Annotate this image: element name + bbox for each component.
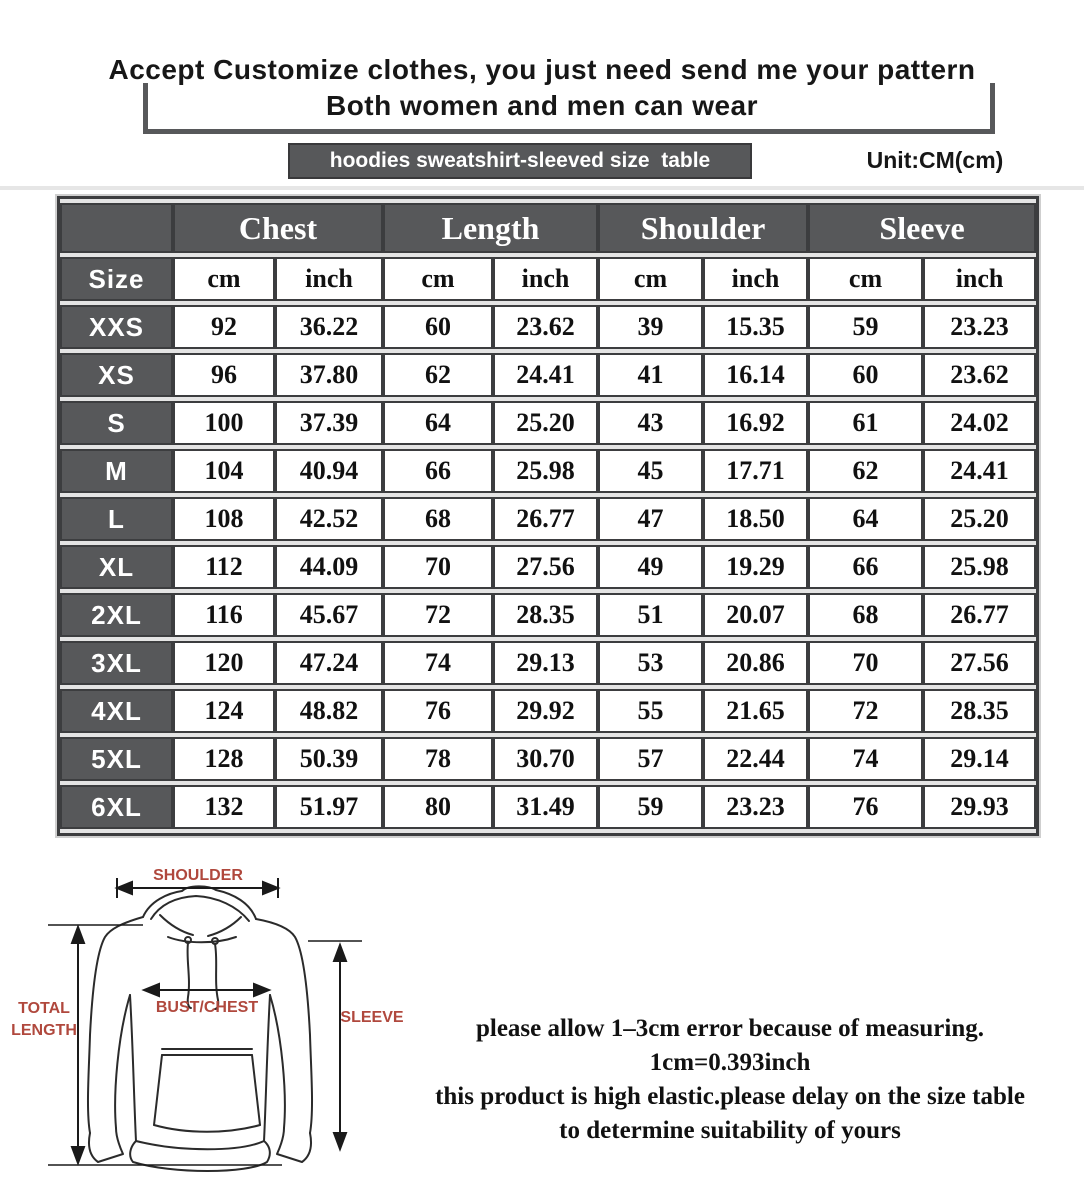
value-cell-sleeve-inch: 24.02 — [923, 401, 1036, 445]
corner-cell — [60, 203, 173, 253]
value-cell-shoulder-cm: 51 — [598, 593, 703, 637]
table-row — [60, 785, 1036, 829]
value-cell-length-inch: 31.49 — [493, 785, 598, 829]
value-cell-shoulder-inch: 15.35 — [703, 305, 808, 349]
value-cell-length-cm: 78 — [383, 737, 493, 781]
value-cell-shoulder-cm: 59 — [598, 785, 703, 829]
group-header-row — [60, 203, 1036, 253]
value-cell-sleeve-cm: 72 — [808, 689, 923, 733]
value-cell-length-cm: 80 — [383, 785, 493, 829]
value-cell-sleeve-inch: 25.20 — [923, 497, 1036, 541]
table-row — [60, 737, 1036, 781]
value-cell-chest-cm: 132 — [173, 785, 275, 829]
value-cell-sleeve-cm: 76 — [808, 785, 923, 829]
value-cell-sleeve-cm: 68 — [808, 593, 923, 637]
value-cell-length-cm: 74 — [383, 641, 493, 685]
value-cell-length-cm: 60 — [383, 305, 493, 349]
unit-header: inch — [275, 257, 383, 301]
value-cell-shoulder-cm: 43 — [598, 401, 703, 445]
value-cell-sleeve-inch: 28.35 — [923, 689, 1036, 733]
size-cell: XXS — [60, 305, 173, 349]
value-cell-shoulder-cm: 49 — [598, 545, 703, 589]
value-cell-chest-cm: 128 — [173, 737, 275, 781]
value-cell-sleeve-inch: 24.41 — [923, 449, 1036, 493]
value-cell-length-cm: 72 — [383, 593, 493, 637]
value-cell-length-cm: 66 — [383, 449, 493, 493]
value-cell-shoulder-cm: 57 — [598, 737, 703, 781]
value-cell-shoulder-cm: 55 — [598, 689, 703, 733]
table-row — [60, 305, 1036, 349]
header-line2: Both women and men can wear — [325, 90, 759, 121]
value-cell-chest-cm: 100 — [173, 401, 275, 445]
value-cell-length-cm: 62 — [383, 353, 493, 397]
value-cell-shoulder-inch: 23.23 — [703, 785, 808, 829]
value-cell-chest-cm: 116 — [173, 593, 275, 637]
table-row — [60, 353, 1036, 397]
table-row — [60, 545, 1036, 589]
value-cell-chest-inch: 48.82 — [275, 689, 383, 733]
value-cell-length-cm: 70 — [383, 545, 493, 589]
value-cell-chest-inch: 37.80 — [275, 353, 383, 397]
value-cell-chest-cm: 120 — [173, 641, 275, 685]
value-cell-shoulder-cm: 41 — [598, 353, 703, 397]
value-cell-sleeve-cm: 74 — [808, 737, 923, 781]
unit-header: cm — [598, 257, 703, 301]
size-cell: S — [60, 401, 173, 445]
table-row — [60, 401, 1036, 445]
value-cell-chest-inch: 50.39 — [275, 737, 383, 781]
value-cell-length-inch: 27.56 — [493, 545, 598, 589]
value-cell-chest-cm: 112 — [173, 545, 275, 589]
unit-header: inch — [703, 257, 808, 301]
value-cell-chest-cm: 108 — [173, 497, 275, 541]
unit-header: inch — [923, 257, 1036, 301]
value-cell-length-inch: 23.62 — [493, 305, 598, 349]
size-cell: M — [60, 449, 173, 493]
size-cell: XL — [60, 545, 173, 589]
size-table — [57, 196, 1039, 836]
unit-header: cm — [808, 257, 923, 301]
group-header-length: Length — [383, 203, 598, 253]
value-cell-length-inch: 30.70 — [493, 737, 598, 781]
value-cell-shoulder-inch: 20.07 — [703, 593, 808, 637]
value-cell-shoulder-inch: 16.92 — [703, 401, 808, 445]
value-cell-shoulder-inch: 19.29 — [703, 545, 808, 589]
size-cell: 6XL — [60, 785, 173, 829]
value-cell-chest-inch: 36.22 — [275, 305, 383, 349]
value-cell-length-inch: 26.77 — [493, 497, 598, 541]
value-cell-length-cm: 68 — [383, 497, 493, 541]
value-cell-length-cm: 64 — [383, 401, 493, 445]
unit-header: inch — [493, 257, 598, 301]
value-cell-sleeve-inch: 23.62 — [923, 353, 1036, 397]
value-cell-sleeve-cm: 66 — [808, 545, 923, 589]
value-cell-length-inch: 28.35 — [493, 593, 598, 637]
table-row — [60, 641, 1036, 685]
value-cell-shoulder-inch: 16.14 — [703, 353, 808, 397]
value-cell-sleeve-inch: 29.93 — [923, 785, 1036, 829]
table-row — [60, 689, 1036, 733]
group-header-sleeve: Sleeve — [808, 203, 1036, 253]
value-cell-chest-cm: 92 — [173, 305, 275, 349]
header-text — [0, 52, 1084, 124]
unit-header-row — [60, 257, 1036, 301]
size-table-body — [60, 305, 1036, 829]
value-cell-shoulder-cm: 47 — [598, 497, 703, 541]
table-row — [60, 497, 1036, 541]
total-length-label-line1: TOTAL — [18, 1000, 70, 1017]
value-cell-sleeve-cm: 59 — [808, 305, 923, 349]
value-cell-shoulder-inch: 21.65 — [703, 689, 808, 733]
unit-header: cm — [383, 257, 493, 301]
value-cell-chest-cm: 96 — [173, 353, 275, 397]
notes-block — [400, 1012, 1060, 1148]
value-cell-chest-inch: 45.67 — [275, 593, 383, 637]
unit-label: Unit:CM(cm) — [866, 147, 1004, 173]
size-cell: 5XL — [60, 737, 173, 781]
value-cell-sleeve-inch: 23.23 — [923, 305, 1036, 349]
size-cell: 3XL — [60, 641, 173, 685]
value-cell-sleeve-cm: 60 — [808, 353, 923, 397]
size-cell: 4XL — [60, 689, 173, 733]
size-cell: L — [60, 497, 173, 541]
value-cell-sleeve-cm: 61 — [808, 401, 923, 445]
note-line4: to determine suitability of yours — [559, 1117, 901, 1144]
note-line1: please allow 1–3cm error because of measuring. — [475, 1015, 985, 1042]
size-cell: 2XL — [60, 593, 173, 637]
value-cell-sleeve-cm: 64 — [808, 497, 923, 541]
shoulder-measure-label: SHOULDER — [153, 867, 243, 884]
bust-chest-label: BUST/CHEST — [155, 999, 259, 1016]
value-cell-chest-inch: 42.52 — [275, 497, 383, 541]
value-cell-length-inch: 29.92 — [493, 689, 598, 733]
value-cell-shoulder-inch: 22.44 — [703, 737, 808, 781]
value-cell-shoulder-inch: 20.86 — [703, 641, 808, 685]
value-cell-length-inch: 24.41 — [493, 353, 598, 397]
value-cell-chest-cm: 124 — [173, 689, 275, 733]
divider-strip — [0, 186, 1084, 190]
total-length-label-line2: LENGTH — [11, 1022, 77, 1039]
group-header-chest: Chest — [173, 203, 383, 253]
unit-header: cm — [173, 257, 275, 301]
group-header-shoulder: Shoulder — [598, 203, 808, 253]
value-cell-chest-inch: 44.09 — [275, 545, 383, 589]
value-cell-chest-cm: 104 — [173, 449, 275, 493]
value-cell-sleeve-inch: 25.98 — [923, 545, 1036, 589]
table-row — [60, 593, 1036, 637]
size-column-header: Size — [60, 257, 173, 301]
hoodie-outline — [88, 886, 312, 1171]
value-cell-sleeve-cm: 70 — [808, 641, 923, 685]
value-cell-shoulder-inch: 17.71 — [703, 449, 808, 493]
size-cell: XS — [60, 353, 173, 397]
value-cell-length-inch: 25.20 — [493, 401, 598, 445]
value-cell-chest-inch: 51.97 — [275, 785, 383, 829]
value-cell-length-cm: 76 — [383, 689, 493, 733]
value-cell-chest-inch: 47.24 — [275, 641, 383, 685]
value-cell-sleeve-inch: 27.56 — [923, 641, 1036, 685]
value-cell-chest-inch: 40.94 — [275, 449, 383, 493]
value-cell-chest-inch: 37.39 — [275, 401, 383, 445]
table-row — [60, 449, 1036, 493]
measurement-arrows — [48, 878, 362, 1165]
note-line2: 1cm=0.393inch — [649, 1049, 811, 1076]
value-cell-sleeve-inch: 26.77 — [923, 593, 1036, 637]
value-cell-shoulder-cm: 45 — [598, 449, 703, 493]
hoodie-measurement-diagram — [10, 855, 410, 1190]
sleeve-measure-label: SLEEVE — [340, 1009, 404, 1026]
value-cell-length-inch: 25.98 — [493, 449, 598, 493]
value-cell-length-inch: 29.13 — [493, 641, 598, 685]
value-cell-shoulder-cm: 39 — [598, 305, 703, 349]
table-title-bar: hoodies sweatshirt-sleeved size table — [288, 143, 752, 179]
value-cell-shoulder-inch: 18.50 — [703, 497, 808, 541]
value-cell-shoulder-cm: 53 — [598, 641, 703, 685]
note-line3: this product is high elastic.please delay on the size table — [435, 1083, 1025, 1110]
value-cell-sleeve-inch: 29.14 — [923, 737, 1036, 781]
value-cell-sleeve-cm: 62 — [808, 449, 923, 493]
header-line1: Accept Customize clothes, you just need send me your pattern — [108, 54, 976, 85]
